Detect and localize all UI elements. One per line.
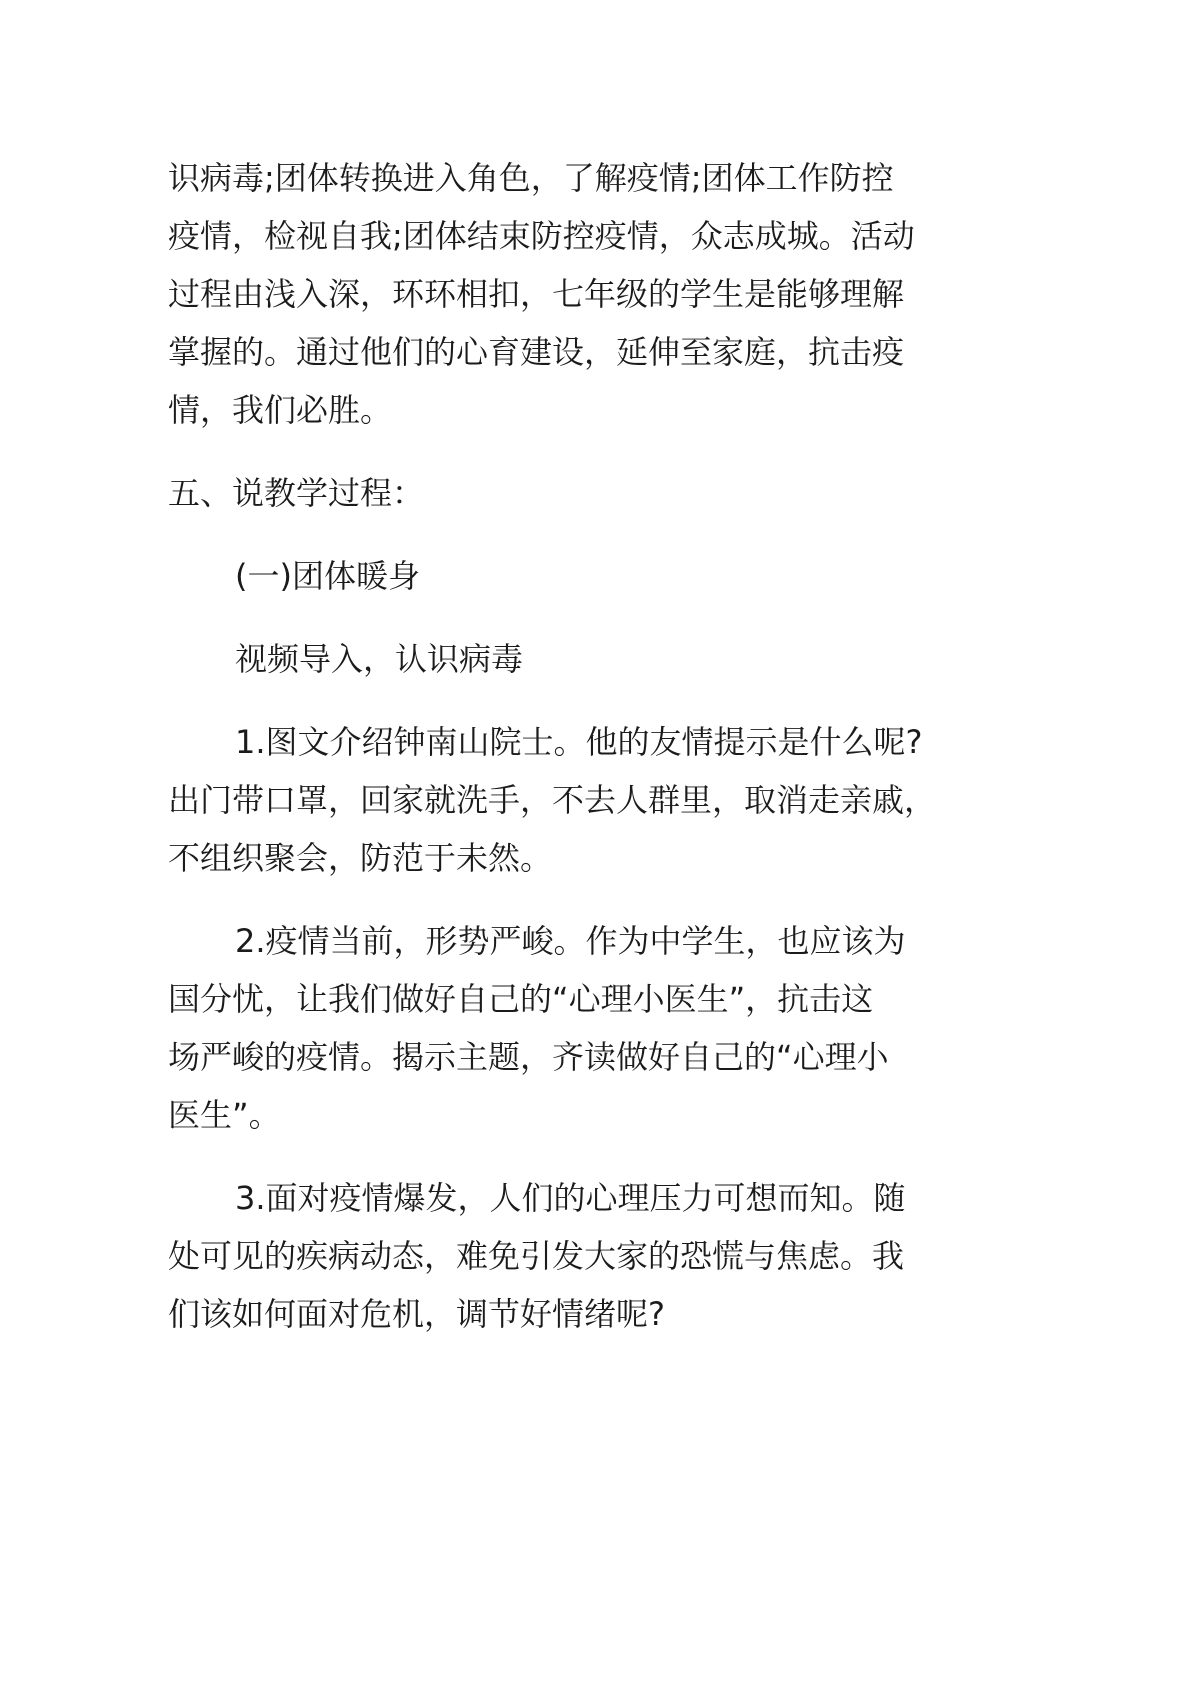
- text-line: 过程由浅入深，环环相扣，七年级的学生是能够理解: [168, 275, 905, 313]
- paragraph-item-2: [168, 912, 1048, 1144]
- heading-line: 五、说教学过程：: [168, 474, 425, 512]
- heading-line: (一)团体暖身: [235, 557, 420, 595]
- text-line: 视频导入，认识病毒: [235, 640, 524, 678]
- text-line: 们该如何面对危机，调节好情绪呢?: [168, 1295, 665, 1333]
- text-line: 识病毒;团体转换进入角色，了解疫情;团体工作防控: [168, 159, 894, 197]
- paragraph-video-intro: [168, 630, 1048, 688]
- text-line: 场严峻的疫情。揭示主题，齐读做好自己的“心理小: [168, 1038, 889, 1076]
- text-line: 国分忧，让我们做好自己的“心理小医生”，抗击这: [168, 980, 874, 1018]
- subsection-heading: [168, 547, 1048, 605]
- text-line: 掌握的。通过他们的心育建设，延伸至家庭，抗击疫: [168, 333, 905, 371]
- text-line: 处可见的疾病动态，难免引发大家的恐慌与焦虑。我: [168, 1237, 905, 1275]
- paragraph-continuation: [168, 149, 1048, 439]
- text-line: 医生”。: [168, 1096, 281, 1134]
- text-line: 3.面对疫情爆发，人们的心理压力可想而知。随: [235, 1179, 906, 1217]
- section-heading: [168, 464, 1048, 522]
- document-body: [168, 149, 1048, 1368]
- text-line: 不组织聚会，防范于未然。: [168, 839, 553, 877]
- text-line: 情，我们必胜。: [168, 391, 393, 429]
- text-line: 1.图文介绍钟南山院士。他的友情提示是什么呢?: [235, 723, 923, 761]
- paragraph-item-3: [168, 1169, 1048, 1343]
- text-line: 出门带口罩，回家就洗手，不去人群里，取消走亲戚，: [168, 781, 937, 819]
- text-line: 2.疫情当前，形势严峻。作为中学生，也应该为: [235, 922, 906, 960]
- text-line: 疫情，检视自我;团体结束防控疫情，众志成城。活动: [168, 217, 915, 255]
- paragraph-item-1: [168, 713, 1048, 887]
